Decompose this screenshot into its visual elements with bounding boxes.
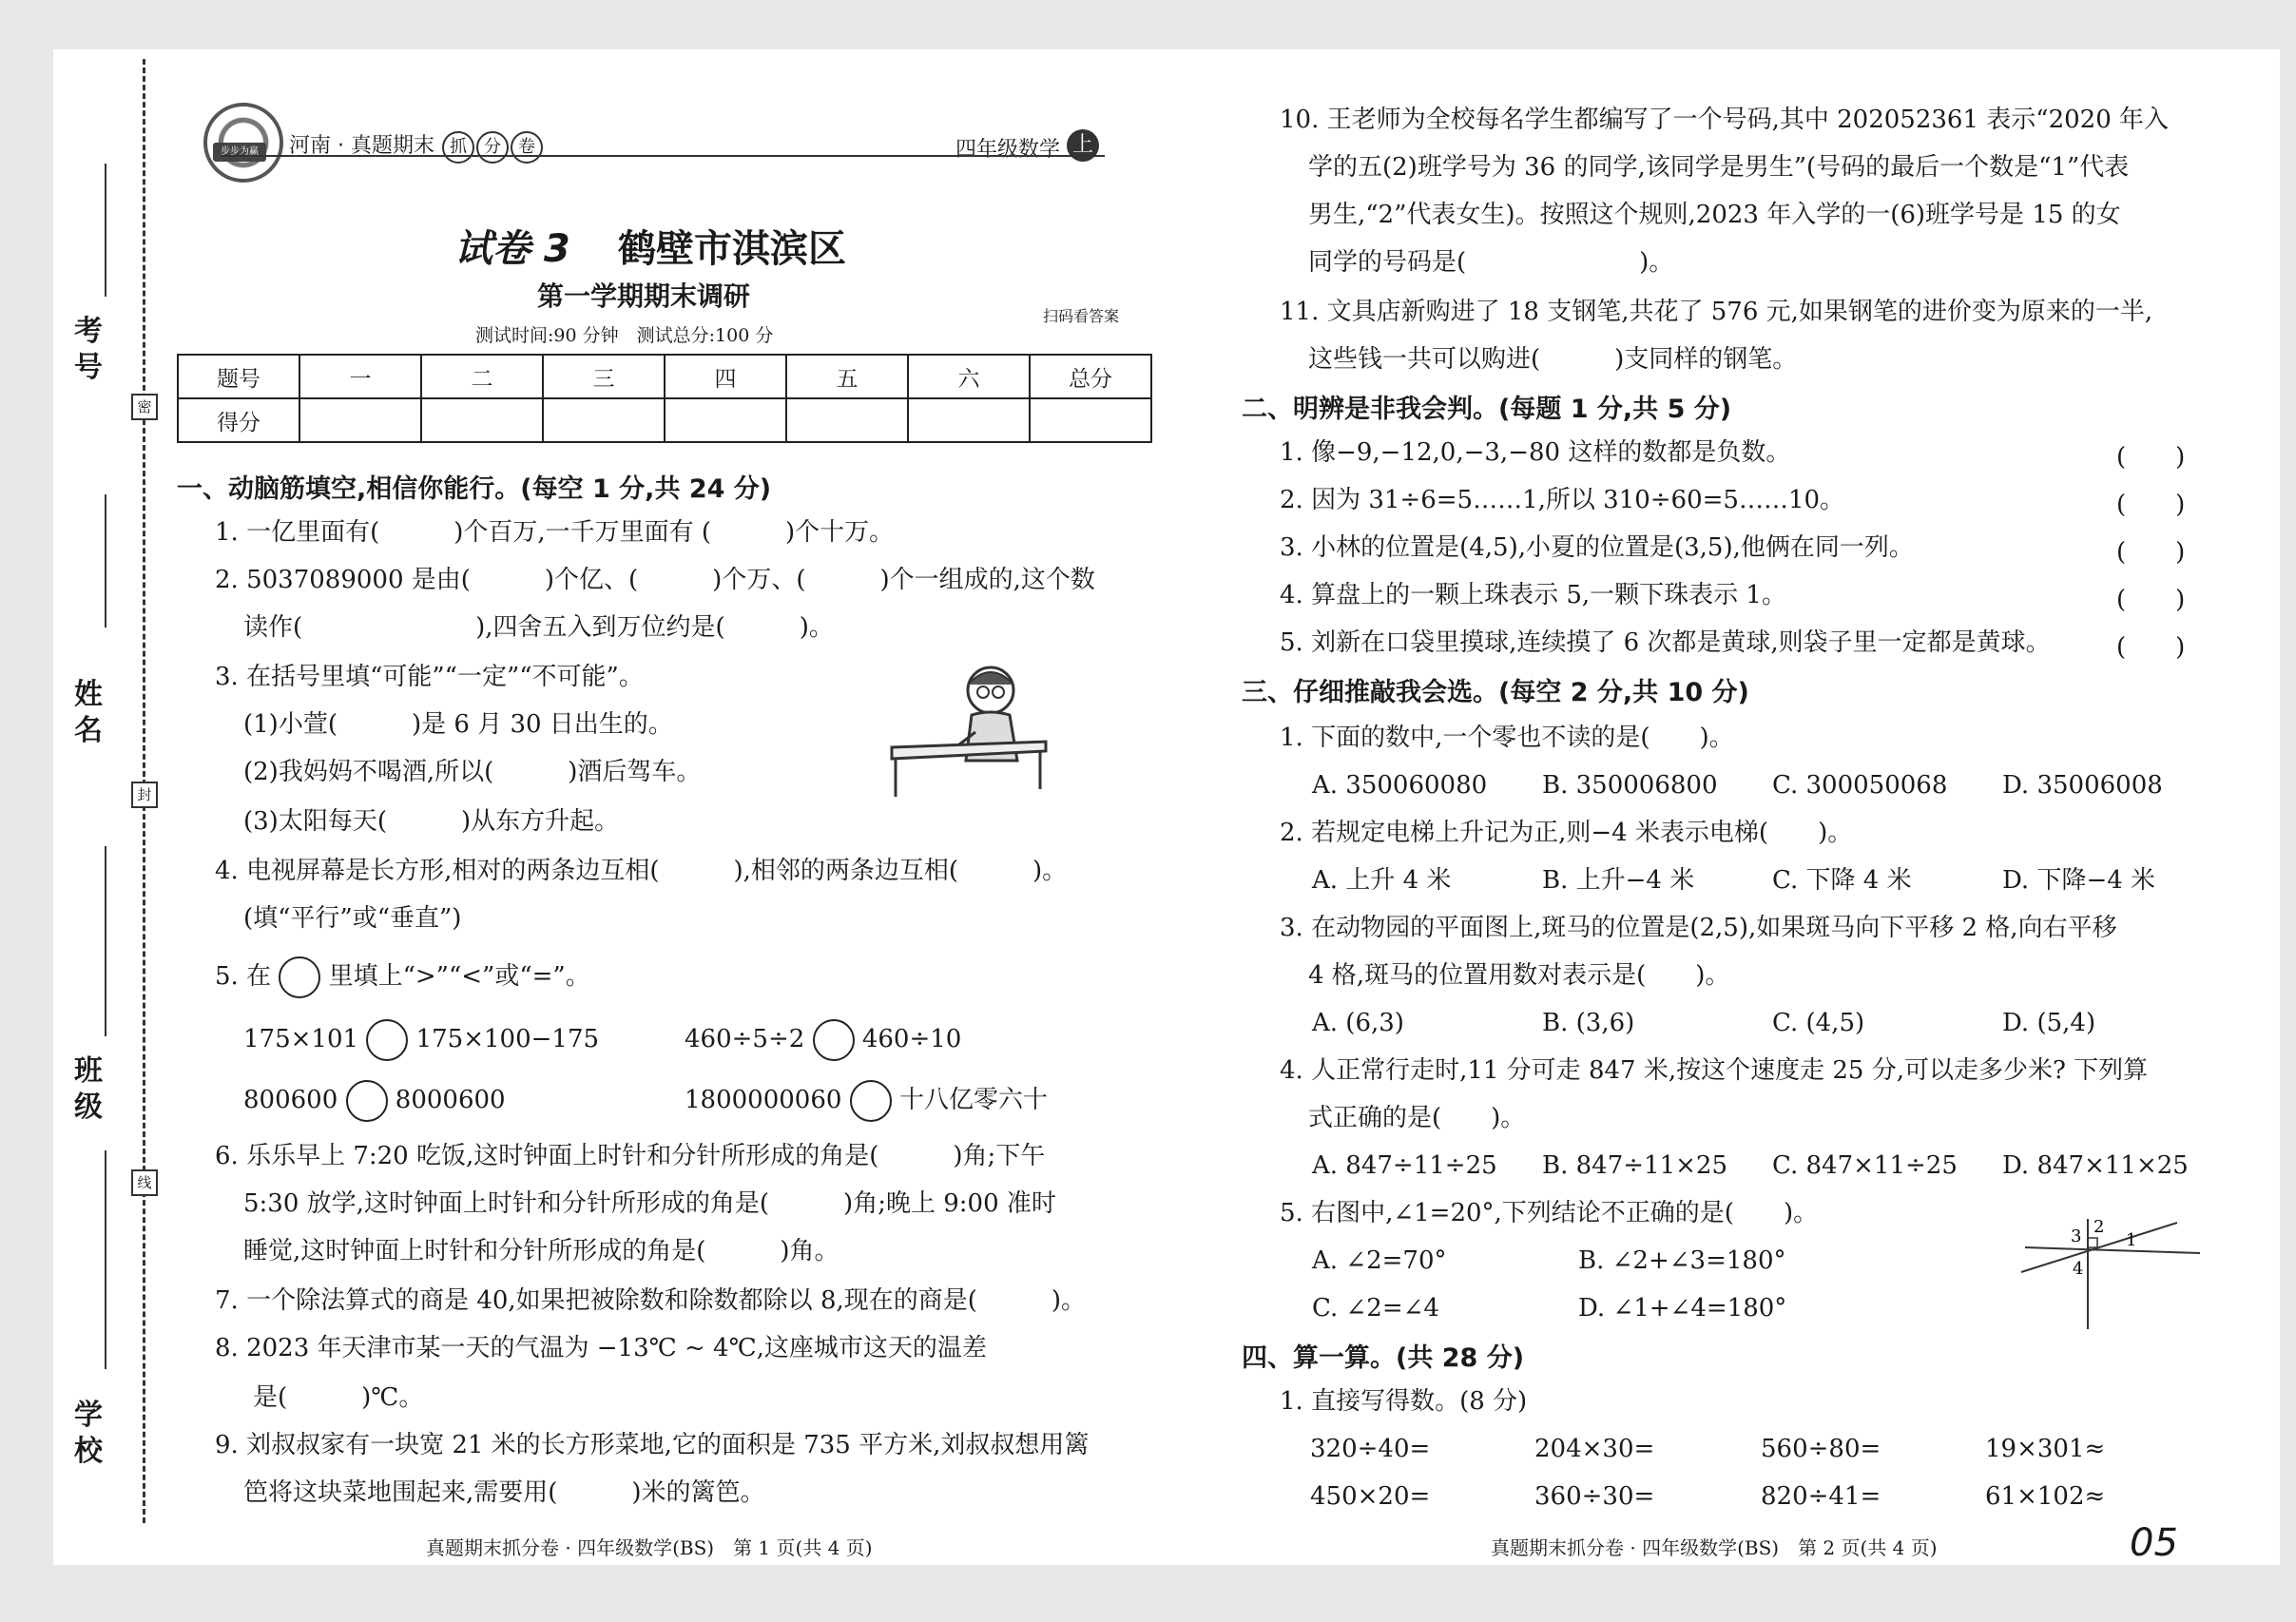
s1-q5-item-4: 1800000060 十八亿零六十 — [685, 1080, 1048, 1122]
page-number: 05 — [2130, 1521, 2178, 1565]
section2-title: 二、明辨是非我会判。(每题 1 分,共 5 分) — [1242, 395, 1732, 424]
s1-q9a: 9. 刘叔叔家有一块宽 21 米的长方形菜地,它的面积是 735 平方米,刘叔叔想用篱 — [215, 1431, 1090, 1459]
school-label: 学 校 — [74, 1399, 103, 1468]
s2-answer-5[interactable]: ( ) — [2116, 633, 2186, 662]
s1-q4a: 4. 电视屏幕是长方形,相对的两条边互相( ),相邻的两条边互相( )。 — [215, 857, 1068, 885]
score-input[interactable] — [786, 398, 908, 442]
score-input[interactable] — [543, 398, 665, 442]
score-input[interactable] — [299, 398, 421, 442]
s4-sub1: 1. 直接写得数。(8 分) — [1280, 1387, 1528, 1416]
calc-6: 360÷30= — [1534, 1482, 1655, 1511]
seal-feng: 封 — [131, 782, 158, 808]
s1-q5-item-1: 175×101 175×100−175 — [243, 1019, 599, 1061]
s3-q4-opt-d: D. 847×11×25 — [2002, 1151, 2189, 1180]
s3-q3-opt-b: B. (3,6) — [1542, 1009, 1635, 1037]
s3-q4b: 式正确的是( )。 — [1308, 1104, 1526, 1132]
score-cell: 得分 — [178, 398, 299, 442]
s1-q10b: 学的五(2)班学号为 36 的同学,该同学是男生”(号码的最后一个数是“1”代表 — [1308, 153, 2130, 182]
seal-mi: 密 — [131, 394, 158, 420]
footer-left: 真题期末抓分卷 · 四年级数学(BS) 第 1 页(共 4 页) — [426, 1536, 873, 1559]
section4-title: 四、算一算。(共 28 分) — [1242, 1343, 1525, 1373]
s3-q4-opt-b: B. 847÷11×25 — [1542, 1151, 1727, 1180]
angle-figure — [2016, 1209, 2206, 1333]
s1-q3: 3. 在括号里填“可能”“一定”“不可能”。 — [215, 663, 644, 691]
s2-answer-3[interactable]: ( ) — [2116, 538, 2186, 567]
s1-q5-item-3: 800600 8000600 — [243, 1080, 506, 1122]
s1-q2a: 2. 5037089000 是由( )个亿、( )个万、( )个一组成的,这个数 — [215, 566, 1095, 594]
section1-title: 一、动脑筋填空,相信你能行。(每空 1 分,共 24 分) — [177, 474, 772, 504]
brand-stamp-2: 分 — [476, 131, 509, 164]
s3-q3-opt-d: D. (5,4) — [2002, 1009, 2096, 1037]
s1-q8b: 是( )℃。 — [253, 1383, 424, 1412]
score-input[interactable] — [421, 398, 543, 442]
s1-q10d: 同学的号码是( )。 — [1308, 248, 1674, 277]
score-input[interactable] — [665, 398, 786, 442]
s3-q1: 1. 下面的数中,一个零也不读的是( )。 — [1280, 724, 1734, 752]
compare-circle-1[interactable] — [366, 1019, 408, 1061]
calc-2: 204×30= — [1534, 1435, 1655, 1463]
s1-q9b: 笆将这块菜地围起来,需要用( )米的篱笆。 — [243, 1478, 765, 1507]
compare-circle-4[interactable] — [850, 1080, 892, 1122]
exam-number-label: 考 号 — [74, 315, 103, 384]
footer-right: 真题期末抓分卷 · 四年级数学(BS) 第 2 页(共 4 页) — [1491, 1536, 1938, 1559]
score-input[interactable] — [1030, 398, 1151, 442]
s1-q3a: (1)小萱( )是 6 月 30 日出生的。 — [243, 710, 673, 739]
header-rule — [221, 155, 1105, 157]
s2-item-1: 1. 像−9,−12,0,−3,−80 这样的数都是负数。 — [1280, 438, 1791, 467]
s3-q1-opt-c: C. 300050068 — [1772, 771, 1948, 800]
s1-q3c: (3)太阳每天( )从东方升起。 — [243, 807, 620, 836]
s3-q5-opt-d: D. ∠1+∠4=180° — [1578, 1294, 1787, 1323]
seal-xian: 线 — [131, 1169, 158, 1196]
s1-q2b: 读作( ),四舍五入到万位约是( )。 — [243, 613, 834, 642]
brand-name: 河南 · 真题期末 抓 分 卷 — [289, 129, 544, 164]
s3-q5: 5. 右图中,∠1=20°,下列结论不正确的是( )。 — [1280, 1199, 1819, 1227]
s3-q2-opt-a: A. 上升 4 米 — [1312, 866, 1452, 895]
s3-q1-opt-a: A. 350060080 — [1312, 771, 1488, 800]
class-line — [105, 846, 106, 1036]
paper-region: 鹤壁市淇滨区 — [618, 227, 846, 271]
s2-item-3: 3. 小林的位置是(4,5),小夏的位置是(3,5),他俩在同一列。 — [1280, 533, 1914, 562]
s3-q3-opt-c: C. (4,5) — [1772, 1009, 1865, 1037]
s3-q4-opt-a: A. 847÷11÷25 — [1312, 1151, 1497, 1180]
compare-circle — [279, 956, 320, 998]
s1-q8a: 8. 2023 年天津市某一天的气温为 −13℃ ~ 4℃,这座城市这天的温差 — [215, 1334, 987, 1362]
calc-8: 61×102≈ — [1985, 1482, 2106, 1511]
score-cell: 三 — [543, 355, 665, 398]
s1-q1: 1. 一亿里面有( )个百万,一千万里面有 ( )个十万。 — [215, 518, 895, 547]
angle-label-2: 2 — [2093, 1217, 2105, 1237]
exam-number-line — [105, 164, 106, 297]
s1-q11a: 11. 文具店新购进了 18 支钢笔,共花了 576 元,如果钢笔的进价变为原来的一半, — [1280, 298, 2153, 326]
term-badge: 上 — [1067, 129, 1099, 162]
s1-q7: 7. 一个除法算式的商是 40,如果把被除数和除数都除以 8,现在的商是( )。 — [215, 1286, 1087, 1315]
paper-subtitle: 第一学期期末调研 — [537, 280, 751, 312]
student-illustration — [884, 656, 1055, 799]
s1-q4b: (填“平行”或“垂直”) — [243, 904, 462, 933]
s1-q5-item-2: 460÷5÷2 460÷10 — [685, 1019, 961, 1061]
s3-q5-opt-a: A. ∠2=70° — [1312, 1246, 1447, 1275]
score-cell: 五 — [786, 355, 908, 398]
s3-q2: 2. 若规定电梯上升记为正,则−4 米表示电梯( )。 — [1280, 819, 1853, 847]
s1-q6c: 睡觉,这时钟面上时针和分针所形成的角是( )角。 — [243, 1237, 839, 1265]
s3-q1-opt-b: B. 350006800 — [1542, 771, 1718, 800]
score-value-row — [178, 398, 1151, 442]
calc-4: 19×301≈ — [1985, 1435, 2106, 1463]
calc-3: 560÷80= — [1761, 1435, 1881, 1463]
angle-label-4: 4 — [2073, 1259, 2084, 1279]
s3-q4-opt-c: C. 847×11÷25 — [1772, 1151, 1958, 1180]
s3-q3-opt-a: A. (6,3) — [1312, 1009, 1404, 1037]
s2-item-2: 2. 因为 31÷6=5……1,所以 310÷60=5……10。 — [1280, 486, 1845, 514]
s3-q2-opt-d: D. 下降−4 米 — [2002, 866, 2156, 895]
s2-item-4: 4. 算盘上的一颗上珠表示 5,一颗下珠表示 1。 — [1280, 581, 1786, 609]
s1-q10a: 10. 王老师为全校每名学生都编写了一个号码,其中 202052361 表示“2020 年入 — [1280, 106, 2170, 134]
brand-stamp-3: 卷 — [511, 131, 543, 164]
score-input[interactable] — [908, 398, 1030, 442]
calc-7: 820÷41= — [1761, 1482, 1881, 1511]
s2-item-5: 5. 刘新在口袋里摸球,连续摸了 6 次都是黄球,则袋子里一定都是黄球。 — [1280, 628, 2051, 657]
paper-number: 试卷 3 — [454, 227, 570, 271]
s1-q6b: 5:30 放学,这时钟面上时针和分针所形成的角是( )角;晚上 9:00 准时 — [243, 1189, 1056, 1218]
name-line — [105, 494, 106, 628]
score-cell: 二 — [421, 355, 543, 398]
s1-q11b: 这些钱一共可以购进( )支同样的钢笔。 — [1308, 345, 1798, 374]
s3-q1-opt-d: D. 35006008 — [2002, 771, 2163, 800]
s1-q10c: 男生,“2”代表女生)。按照这个规则,2023 年入学的一(6)班学号是 15 的女 — [1308, 201, 2121, 229]
compare-circle-2[interactable] — [813, 1019, 855, 1061]
compare-circle-3[interactable] — [346, 1080, 388, 1122]
scan-answer: 扫码看答案 — [1043, 307, 1120, 325]
s1-q6a: 6. 乐乐早上 7:20 吃饭,这时钟面上时针和分针所形成的角是( )角;下午 — [215, 1142, 1046, 1170]
score-cell: 四 — [665, 355, 786, 398]
score-header-row — [178, 355, 1151, 398]
s3-q3b: 4 格,斑马的位置用数对表示是( )。 — [1308, 961, 1730, 990]
grade-subject: 四年级数学 — [955, 138, 1061, 162]
s3-q2-opt-b: B. 上升−4 米 — [1542, 866, 1695, 895]
angle-label-3: 3 — [2071, 1226, 2082, 1246]
s3-q5-opt-c: C. ∠2=∠4 — [1312, 1294, 1439, 1323]
s3-q2-opt-c: C. 下降 4 米 — [1772, 866, 1912, 895]
score-cell: 总分 — [1030, 355, 1151, 398]
s2-answer-4[interactable]: ( ) — [2116, 586, 2186, 614]
paper-info: 测试时间:90 分钟 测试总分:100 分 — [475, 325, 774, 346]
section3-title: 三、仔细推敲我会选。(每空 2 分,共 10 分) — [1242, 678, 1749, 707]
s2-answer-2[interactable]: ( ) — [2116, 491, 2186, 519]
name-label: 姓 名 — [74, 678, 103, 747]
s2-answer-1[interactable]: ( ) — [2116, 443, 2186, 472]
score-cell: 题号 — [178, 355, 299, 398]
brand-stamp-1: 抓 — [442, 131, 474, 164]
s3-q5-opt-b: B. ∠2+∠3=180° — [1578, 1246, 1786, 1275]
s1-q3b: (2)我妈妈不喝酒,所以( )酒后驾车。 — [243, 758, 702, 786]
score-cell: 六 — [908, 355, 1030, 398]
s3-q3a: 3. 在动物园的平面图上,斑马的位置是(2,5),如果斑马向下平移 2 格,向右平移 — [1280, 914, 2117, 942]
school-line — [105, 1150, 106, 1369]
s1-q5: 5. 在 里填上“>”“<”或“=”。 — [215, 956, 590, 998]
brand-logo-ribbon: 步步为赢 — [213, 143, 266, 162]
calc-5: 450×20= — [1310, 1482, 1431, 1511]
calc-1: 320÷40= — [1310, 1435, 1431, 1463]
angle-label-1: 1 — [2126, 1230, 2137, 1250]
s3-q4a: 4. 人正常行走时,11 分可走 847 米,按这个速度走 25 分,可以走多少米? 下列算 — [1280, 1056, 2149, 1085]
score-cell: 一 — [299, 355, 421, 398]
class-label: 班 级 — [74, 1054, 103, 1124]
score-table — [177, 354, 1152, 443]
